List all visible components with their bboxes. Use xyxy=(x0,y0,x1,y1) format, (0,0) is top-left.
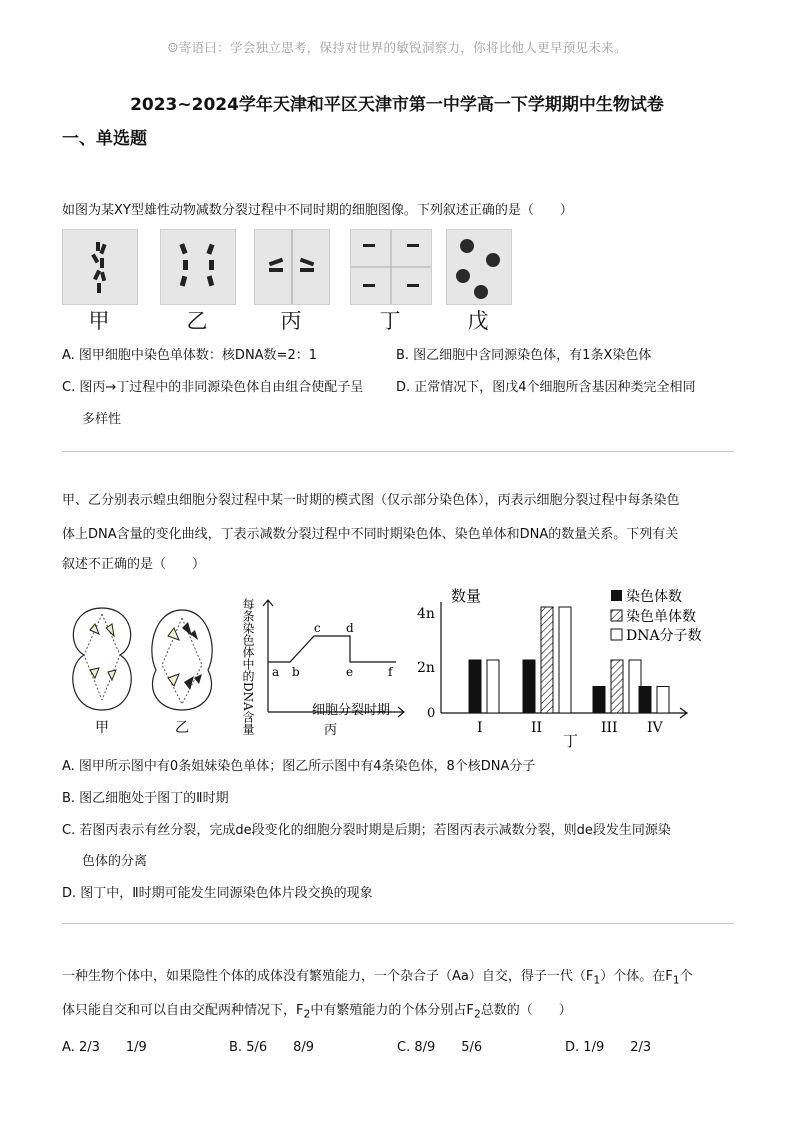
q1-option-c-cont: 多样性 xyxy=(82,412,122,427)
bar-ytick-4n: 4n xyxy=(417,606,435,622)
curve-xlabel: 细胞分裂时期 xyxy=(312,703,391,718)
curve-point-d: d xyxy=(346,621,354,635)
bar-dna-iv xyxy=(657,687,669,714)
bar-ytick-2n: 2n xyxy=(417,660,435,676)
legend-swatch-chromatid xyxy=(611,610,622,621)
bar-xtick-ii: II xyxy=(531,720,543,736)
q1-option-c[interactable]: C. 图丙→丁过程中的非同源染色体自由组合使配子呈 xyxy=(62,380,364,395)
q2-cell-diagrams xyxy=(62,600,232,740)
q2-bar-chart-ding xyxy=(415,582,715,752)
curve-caption: 丙 xyxy=(324,723,338,738)
bar-chromatid-iii xyxy=(611,660,623,713)
q3-option-b[interactable]: B. 5/6 8/9 xyxy=(229,1040,315,1055)
q3-stem-line2: 体只能自交和可以自由交配两种情况下，$F_2$中有繁殖能力的个体分别占$F_2$总数的（ ） xyxy=(62,1003,572,1021)
q1-label-ding: 丁 xyxy=(379,309,401,333)
q1-label-bing: 丙 xyxy=(280,309,302,333)
curve-point-e: e xyxy=(346,665,354,679)
q2-curve-bing xyxy=(230,590,410,740)
bar-chromosome-ii xyxy=(523,660,535,713)
q2-label-jia: 甲 xyxy=(95,720,109,736)
legend-dna: DNA分子数 xyxy=(626,628,702,644)
divider xyxy=(62,451,734,452)
legend-chromosome: 染色体数 xyxy=(626,589,682,605)
q3-option-d[interactable]: D. 1/9 2/3 xyxy=(565,1040,652,1055)
q1-label-yi: 乙 xyxy=(186,309,208,333)
legend-swatch-dna xyxy=(611,629,622,640)
curve-ylabel: 每条染色体中的DNA含量 xyxy=(241,598,255,735)
q2-stem-line2: 体上DNA含量的变化曲线，丁表示减数分裂过程中不同时期染色体、染色单体和DNA的数量关系。下列有关 xyxy=(62,527,679,542)
q1-option-a[interactable]: A. 图甲细胞中染色单体数：核DNA数=2：1 xyxy=(62,348,317,363)
q1-label-wu: 戊 xyxy=(467,309,489,333)
bar-chromatid-ii xyxy=(541,607,553,713)
q2-option-a[interactable]: A. 图甲所示图中有0条姐妹染色单体；图乙所示图中有4条染色体，8个核DNA分子 xyxy=(62,759,536,774)
bar-caption: 丁 xyxy=(563,732,579,750)
bar-dna-i xyxy=(487,660,499,713)
q1-option-d[interactable]: D. 正常情况下，图戊4个细胞所含基因种类完全相同 xyxy=(396,380,696,395)
legend-chromatid: 染色单体数 xyxy=(626,609,696,625)
curve-point-b: b xyxy=(292,665,300,679)
q2-option-b[interactable]: B. 图乙细胞处于图丁的Ⅱ时期 xyxy=(62,791,229,806)
bar-dna-ii xyxy=(559,607,571,713)
q3-option-a[interactable]: A. 2/3 1/9 xyxy=(62,1040,147,1055)
q2-label-yi: 乙 xyxy=(175,720,189,736)
bar-chromosome-iii xyxy=(593,687,605,714)
q2-option-c[interactable]: C. 若图丙表示有丝分裂，完成de段变化的细胞分裂时期是后期；若图丙表示减数分裂，则de段发生同源染 xyxy=(62,823,671,838)
q1-option-b[interactable]: B. 图乙细胞中含同源染色体，有1条X染色体 xyxy=(396,348,652,363)
curve-point-f: f xyxy=(388,665,393,679)
q1-cell-image-ding xyxy=(350,229,432,305)
q1-cell-image-bing xyxy=(254,229,330,305)
curve-point-c: c xyxy=(314,621,321,635)
q2-option-d[interactable]: D. 图丁中，Ⅱ时期可能发生同源染色体片段交换的现象 xyxy=(62,886,373,901)
q3-option-c[interactable]: C. 8/9 5/6 xyxy=(397,1040,483,1055)
bar-xtick-iv: IV xyxy=(647,720,663,736)
q1-cell-image-jia xyxy=(62,229,138,305)
curve-point-a: a xyxy=(272,665,280,679)
q1-stem: 如图为某XY型雄性动物减数分裂过程中不同时期的细胞图像。下列叙述正确的是（ ） xyxy=(62,203,573,218)
q3-stem-line1: 一种生物个体中，如果隐性个体的成体没有繁殖能力，一个杂合子（Aa）自交，得子一代$(F_1)$个体。在$F_1$个 xyxy=(62,969,693,987)
divider xyxy=(62,923,734,924)
legend-swatch-chromosome xyxy=(611,590,622,601)
q2-stem-line3: 叙述不正确的是（ ） xyxy=(62,557,206,572)
q1-cell-image-yi xyxy=(160,229,236,305)
q1-label-jia: 甲 xyxy=(88,309,110,333)
section-heading: 一、单选题 xyxy=(62,129,147,149)
q1-cell-image-wu xyxy=(446,229,512,305)
bar-chromosome-i xyxy=(469,660,481,713)
q2-stem-line1: 甲、乙分别表示蝗虫细胞分裂过程中某一时期的模式图（仅示部分染色体），丙表示细胞分裂过程中每条染色 xyxy=(62,493,680,508)
bar-ylabel: 数量 xyxy=(451,587,482,605)
bar-xtick-iii: III xyxy=(601,720,618,736)
bar-chromosome-iv xyxy=(639,687,651,714)
page-title: 2023~2024学年天津和平区天津市第一中学高一下学期期中生物试卷 xyxy=(130,95,664,115)
q2-option-c-cont: 色体的分离 xyxy=(82,854,148,869)
motto-header: ☺寄语曰：学会独立思考，保持对世界的敏锐洞察力，你将比他人更早预见未来。 xyxy=(167,40,627,55)
bar-xtick-i: I xyxy=(477,720,483,736)
bar-ytick-0: 0 xyxy=(427,706,436,721)
